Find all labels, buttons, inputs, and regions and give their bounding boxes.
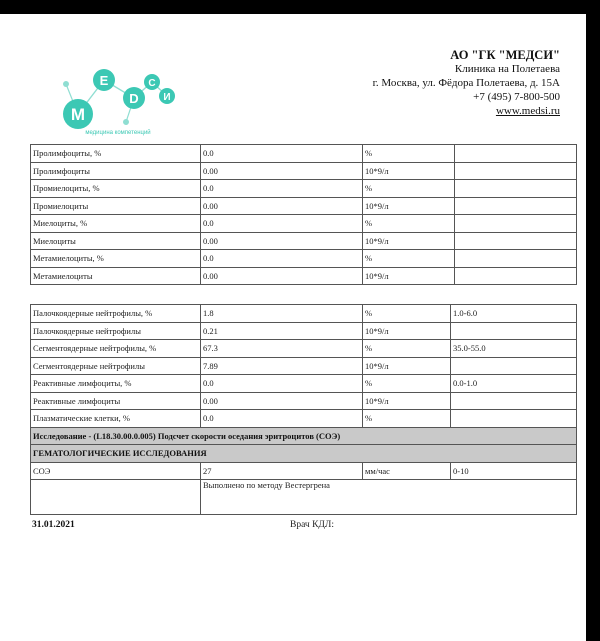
test-ref xyxy=(451,357,577,375)
table-row xyxy=(31,375,577,393)
table-row xyxy=(31,267,577,285)
test-ref: 35.0-55.0 xyxy=(451,340,577,358)
lab-report-page xyxy=(0,14,586,641)
test-value: 0.0 xyxy=(201,180,363,198)
table-row xyxy=(31,392,577,410)
test-name: Промиелоциты xyxy=(31,197,201,215)
test-ref xyxy=(451,322,577,340)
test-unit: % xyxy=(363,305,451,323)
table-row xyxy=(31,462,577,480)
results-table-1 xyxy=(30,144,577,285)
test-value: 0.21 xyxy=(201,322,363,340)
method-note: Выполнено по методу Вестергрена xyxy=(201,480,577,515)
test-unit: % xyxy=(363,410,451,428)
table-row xyxy=(31,305,577,323)
test-value: 0.0 xyxy=(201,375,363,393)
table-row xyxy=(31,145,577,163)
test-value: 0.0 xyxy=(201,145,363,163)
logo-letter-e: E xyxy=(99,73,109,88)
test-name: Сегментоядерные нейтрофилы xyxy=(31,357,201,375)
doctor-label: Врач КДЛ: xyxy=(290,520,334,530)
table-row xyxy=(31,340,577,358)
study-header-row xyxy=(31,427,577,445)
test-value: 0.00 xyxy=(201,162,363,180)
test-ref xyxy=(451,410,577,428)
test-unit: 10*9/л xyxy=(363,162,455,180)
test-unit: % xyxy=(363,250,455,268)
report-date: 31.01.2021 xyxy=(32,520,75,530)
test-name: Реактивные лимфоциты, % xyxy=(31,375,201,393)
test-ref xyxy=(455,232,577,250)
table-row xyxy=(31,162,577,180)
test-name: Миелоциты, % xyxy=(31,215,201,233)
medsi-logo xyxy=(56,56,186,136)
test-unit: % xyxy=(363,375,451,393)
test-value: 0.00 xyxy=(201,392,363,410)
test-ref: 0.0-1.0 xyxy=(451,375,577,393)
test-unit: % xyxy=(363,340,451,358)
test-value: 0.0 xyxy=(201,410,363,428)
test-value: 0.00 xyxy=(201,197,363,215)
test-name: Палочкоядерные нейтрофилы xyxy=(31,322,201,340)
test-ref xyxy=(451,392,577,410)
test-ref xyxy=(455,197,577,215)
table-row xyxy=(31,232,577,250)
org-name: АО "ГК "МЕДСИ" xyxy=(450,48,560,62)
table-row xyxy=(31,322,577,340)
test-value: 67.3 xyxy=(201,340,363,358)
test-name: Пролимфоциты, % xyxy=(31,145,201,163)
clinic-phone: +7 (495) 7-800-500 xyxy=(473,91,560,103)
test-ref xyxy=(455,145,577,163)
logo-letter-m: M xyxy=(70,105,86,124)
test-ref xyxy=(455,250,577,268)
test-unit: % xyxy=(363,215,455,233)
test-unit: 10*9/л xyxy=(363,322,451,340)
test-value: 27 xyxy=(201,462,363,480)
test-ref xyxy=(455,180,577,198)
section-header: ГЕМАТОЛОГИЧЕСКИЕ ИССЛЕДОВАНИЯ xyxy=(31,445,577,463)
table-row xyxy=(31,357,577,375)
test-value: 0.00 xyxy=(201,267,363,285)
test-name: Миелоциты xyxy=(31,232,201,250)
test-unit: мм/час xyxy=(363,462,451,480)
logo-letter-i: И xyxy=(163,92,171,103)
test-name: Промиелоциты, % xyxy=(31,180,201,198)
test-name: Реактивные лимфоциты xyxy=(31,392,201,410)
test-ref: 1.0-6.0 xyxy=(451,305,577,323)
table-row xyxy=(31,410,577,428)
test-name: Метамиелоциты, % xyxy=(31,250,201,268)
method-note-row xyxy=(31,480,577,515)
test-value: 0.0 xyxy=(201,215,363,233)
clinic-name: Клиника на Полетаева xyxy=(454,63,560,75)
test-ref xyxy=(455,215,577,233)
table-row xyxy=(31,180,577,198)
test-ref: 0-10 xyxy=(451,462,577,480)
test-unit: 10*9/л xyxy=(363,197,455,215)
study-header: Исследование - (L18.30.00.0.005) Подсчет скорости оседания эритроцитов (СОЭ) xyxy=(31,427,577,445)
section-header-row xyxy=(31,445,577,463)
test-unit: 10*9/л xyxy=(363,357,451,375)
test-value: 0.0 xyxy=(201,250,363,268)
test-name: Палочкоядерные нейтрофилы, % xyxy=(31,305,201,323)
table-row xyxy=(31,215,577,233)
logo-letter-s: С xyxy=(148,78,156,89)
test-name: Метамиелоциты xyxy=(31,267,201,285)
table-row xyxy=(31,250,577,268)
test-unit: 10*9/л xyxy=(363,232,455,250)
test-ref xyxy=(455,162,577,180)
test-name: Сегментоядерные нейтрофилы, % xyxy=(31,340,201,358)
test-ref xyxy=(455,267,577,285)
test-name: Плазматические клетки, % xyxy=(31,410,201,428)
test-value: 7.89 xyxy=(201,357,363,375)
test-name: СОЭ xyxy=(31,462,201,480)
logo-tagline: медицина компетенций xyxy=(85,130,151,136)
table-row xyxy=(31,197,577,215)
test-value: 0.00 xyxy=(201,232,363,250)
test-unit: 10*9/л xyxy=(363,267,455,285)
logo-letter-d: D xyxy=(129,91,139,106)
test-unit: 10*9/л xyxy=(363,392,451,410)
results-table-2 xyxy=(30,304,577,515)
test-unit: % xyxy=(363,180,455,198)
website-link[interactable]: www.medsi.ru xyxy=(495,105,560,117)
organization-block xyxy=(373,48,560,118)
clinic-address: г. Москва, ул. Фёдора Полетаева, д. 15А xyxy=(372,77,560,89)
test-name: Пролимфоциты xyxy=(31,162,201,180)
test-value: 1.8 xyxy=(201,305,363,323)
test-unit: % xyxy=(363,145,455,163)
